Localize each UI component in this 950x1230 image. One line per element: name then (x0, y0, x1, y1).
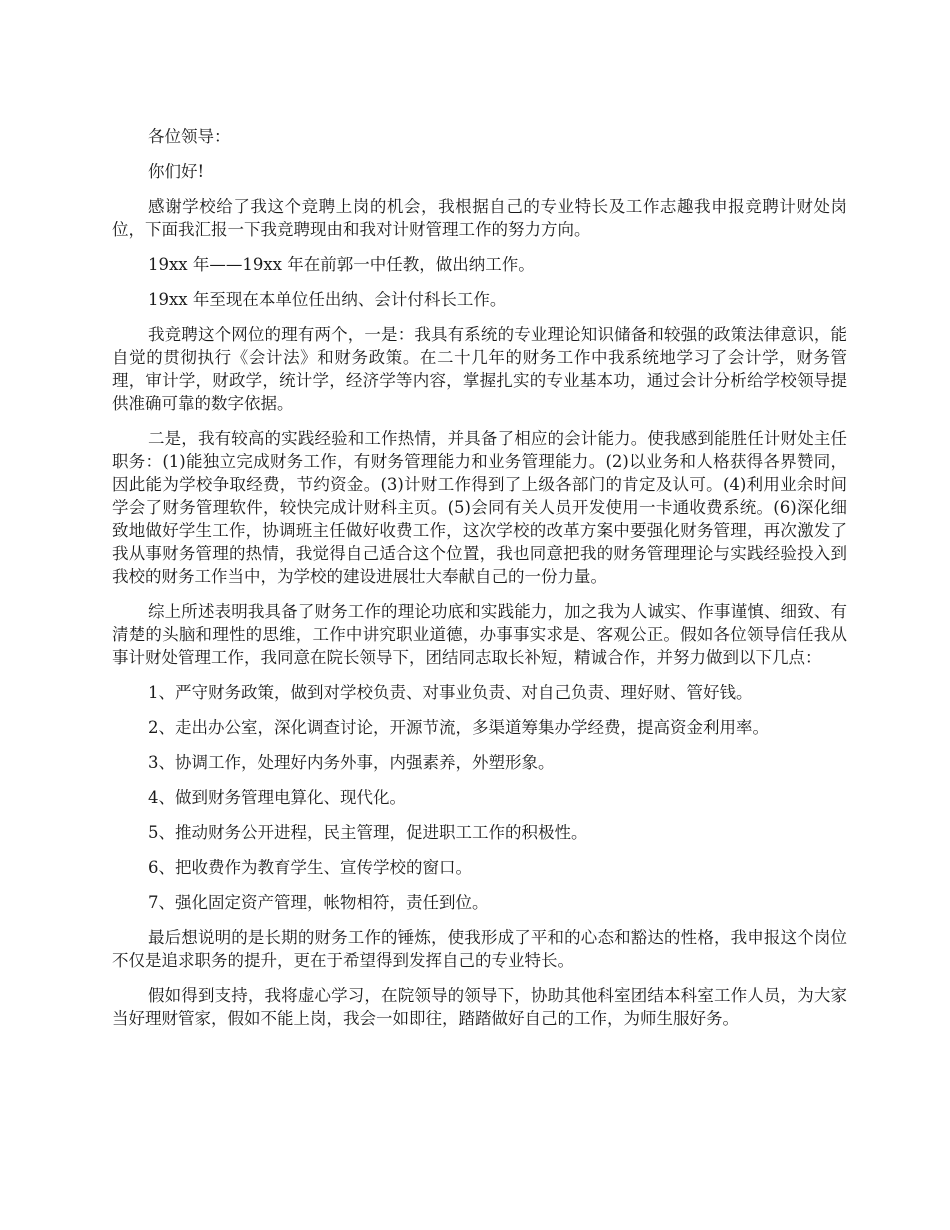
document-body (112, 125, 847, 1042)
closing-paragraph-2: 假如得到支持，我将虚心学习，在院领导的领导下，协助其他科室团结本科室工作人员，为大家当好理财管家，假如不能上岗，我会一如即往，踏踏做好自己的工作，为师生服好务。 (112, 986, 847, 1028)
list-item-1: 1、严守财务政策，做到对学校负责、对事业负责、对自己负责、理好财、管好钱。 (148, 683, 753, 702)
list-item-3: 3、协调工作，处理好内务外事，内强素养，外塑形象。 (148, 753, 555, 772)
history-line-1: 19xx 年——19xx 年在前郭一中任教，做出纳工作。 (148, 255, 535, 274)
list-item-4: 4、做到财务管理电算化、现代化。 (148, 788, 406, 807)
list-item-7: 7、强化固定资产管理，帐物相符，责任到位。 (148, 893, 489, 912)
list-item-5: 5、推动财务公开进程，民主管理，促进职工工作的积极性。 (148, 823, 588, 842)
reason-one-paragraph: 我竞聘这个网位的理有两个，一是：我具有系统的专业理论知识储备和较强的政策法律意识，能自觉的贯彻执行《会计法》和财务政策。在二十几年的财务工作中我系统地学习了会计学，财务管理，审计学，财政学，统计学，经济学等内容，掌握扎实的专业基本功，通过会计分析给学校领导提供准确可靠的数字依据。 (112, 325, 847, 413)
greeting: 你们好! (148, 162, 205, 181)
salutation: 各位领导： (148, 127, 231, 146)
closing-paragraph-1: 最后想说明的是长期的财务工作的锤炼，使我形成了平和的心态和豁达的性格，我申报这个岗位不仅是追求职务的提升，更在于希望得到发挥自己的专业特长。 (112, 928, 847, 970)
list-item-2: 2、走出办公室，深化调查讨论，开源节流，多渠道筹集办学经费，提高资金利用率。 (148, 718, 769, 737)
reason-two-paragraph: 二是，我有较高的实践经验和工作热情，并具备了相应的会计能力。使我感到能胜任计财处主任职务：(1)能独立完成财务工作，有财务管理能力和业务管理能力。(2)以业务和人格获得各界赞同，因此能为学校争取经费，节约资金。(3)计财工作得到了上级各部门的肯定及认可。(4)利用业余时间学会了财务管理软件，较快完成计财科主页。(5)会同有关人员开发使用一卡通收费系统。(6)深化细致地做好学生工作，协调班主任做好收费工作，这次学校的改革方案中要强化财务管理，再次激发了我从事财务管理的热情，我觉得自己适合这个位置，我也同意把我的财务管理理论与实践经验投入到我校的财务工作当中，为学校的建设进展壮大奉献自己的一份力量。 (112, 429, 847, 586)
summary-paragraph: 综上所述表明我具备了财务工作的理论功底和实践能力，加之我为人诚实、作事谨慎、细致、有清楚的头脑和理性的思维，工作中讲究职业道德，办事事实求是、客观公正。假如各位领导信任我从事计财处管理工作，我同意在院长领导下，团结同志取长补短，精诚合作，并努力做到以下几点： (112, 602, 847, 667)
history-line-2: 19xx 年至现在本单位任出纳、会计付科长工作。 (148, 290, 507, 309)
list-item-6: 6、把收费作为教育学生、宣传学校的窗口。 (148, 858, 472, 877)
intro-paragraph: 感谢学校给了我这个竞聘上岗的机会，我根据自己的专业特长及工作志趣我申报竞聘计财处岗位，下面我汇报一下我竞聘现由和我对计财管理工作的努力方向。 (112, 197, 847, 239)
